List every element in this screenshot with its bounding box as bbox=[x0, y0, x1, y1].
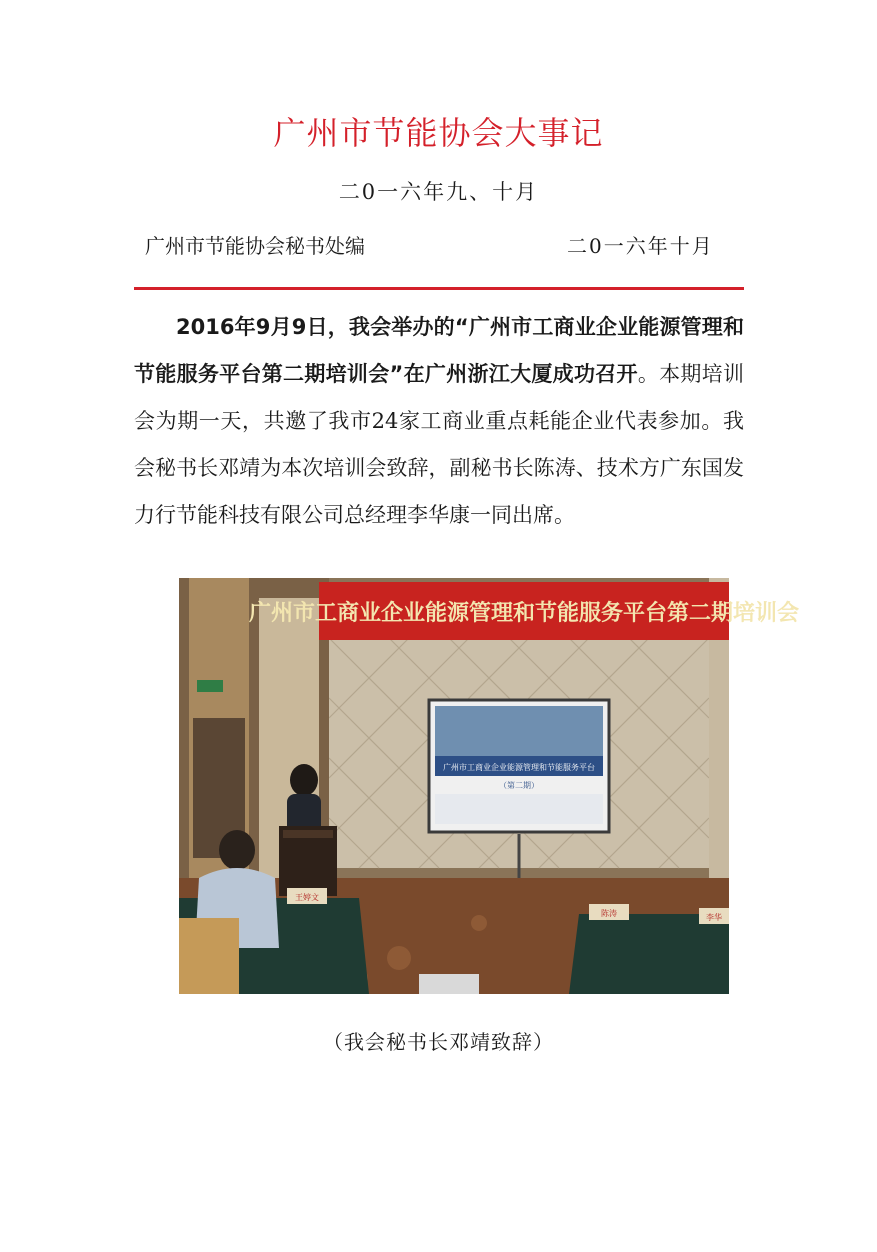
period-subtitle: 二0一六年九、十月 bbox=[338, 180, 539, 204]
page-title: 广州市节能协会大事记 bbox=[273, 114, 604, 152]
header-divider bbox=[134, 287, 744, 290]
editor-line: 广州市节能协会秘书处编 bbox=[145, 234, 365, 258]
event-photo bbox=[179, 578, 800, 994]
nameplate-mid: 陈涛 bbox=[601, 909, 617, 918]
article-paragraph bbox=[134, 304, 744, 539]
article-lead: 2016年9月9日，我会举办的“广州市工商业企业能源管理和节能服务平台第二期培训会”在广州浙江大厦成功召开 bbox=[134, 315, 744, 386]
screen-subtitle: （第二期） bbox=[499, 781, 539, 790]
event-photo-drawing bbox=[179, 578, 800, 994]
issue-date: 二0一六年十月 bbox=[567, 234, 714, 258]
article-body: 。本期培训会为期一天，共邀了我市24家工商业重点耗能企业代表参加。我会秘书长邓靖为本次培训会致辞，副秘书长陈涛、技术方广东国发力行节能科技有限公司总经理李华康一同出席。 bbox=[134, 362, 744, 527]
nameplate-right: 李华 bbox=[706, 913, 722, 922]
photo-caption: （我会秘书长邓靖致辞） bbox=[323, 1030, 554, 1054]
nameplate-left: 王婷文 bbox=[295, 893, 319, 902]
banner-text: 广州市工商业企业能源管理和节能服务平台第二期培训会 bbox=[248, 601, 800, 626]
screen-title: 广州市工商业企业能源管理和节能服务平台 bbox=[443, 763, 595, 772]
